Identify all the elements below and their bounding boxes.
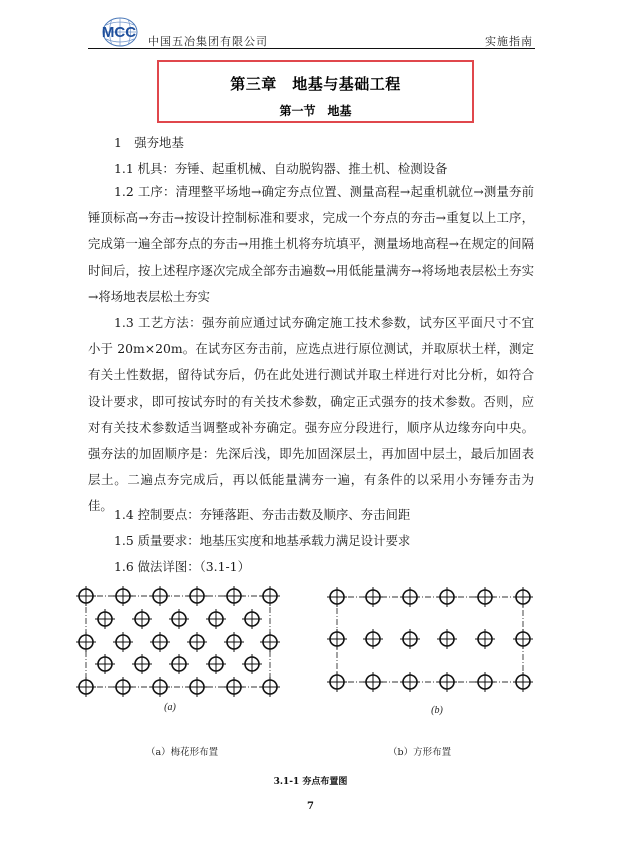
item-1-1-equipment: 1.1 机具：夯锤、起重机械、自动脱钩器、推土机、检测设备 bbox=[114, 161, 448, 176]
caption-a: （a）梅花形布置 bbox=[146, 747, 219, 758]
diagram-a-quincunx-layout bbox=[70, 582, 300, 722]
diagram-b-square-layout bbox=[315, 582, 545, 722]
svg-text:(b): (b) bbox=[431, 705, 443, 716]
svg-text:(a): (a) bbox=[164, 702, 176, 713]
svg-text:MCC: MCC bbox=[101, 24, 137, 41]
caption-b: （b）方形布置 bbox=[388, 747, 452, 758]
company-name: 中国五冶集团有限公司 bbox=[148, 35, 268, 48]
heading-dynamic-compaction: 1 强夯地基 bbox=[114, 135, 184, 150]
item-1-5-quality: 1.5 质量要求：地基压实度和地基承载力满足设计要求 bbox=[114, 533, 411, 548]
chapter-title-box bbox=[157, 60, 474, 123]
figure-title: 3.1-1 夯点布置图 bbox=[273, 777, 348, 787]
section-title: 第一节 地基 bbox=[279, 104, 352, 118]
item-1-6-detail: 1.6 做法详图：（3.1-1） bbox=[114, 559, 250, 574]
item-1-2-procedure: 1.2 工序：清理整平场地→确定夯点位置、测量高程→起重机就位→测量夯前锤顶标高→夯击→按设计控制标准和要求，完成一个夯点的夯击→重复以上工序，完成第一遍全部夯点的夯击→用推土机将夯坑填平，测量场地高程→在规定的间隔时间后，按上述程序逐次完成全部夯击遍数→用低能量满夯→将场地表层松土夯实→将场地表层松土夯实 bbox=[88, 184, 534, 304]
item-1-4-control-points: 1.4 控制要点：夯锤落距、夯击击数及顺序、夯击间距 bbox=[114, 507, 411, 522]
header-divider bbox=[88, 48, 535, 49]
item-1-3-method: 1.3 工艺方法：强夯前应通过试夯确定施工技术参数，试夯区平面尺寸不宜小于 20m×20m。在试夯区夯击前，应选点进行原位测试，并取原状土样，测定有关土性数据，留待试夯后，仍在此处进行测试并取土样进行对比分析，如符合设计要求，即可按试夯时的有关技术参数，确定正式强夯的技术参数。否则，应对有关技术参数适当调整或补夯确定。强夯应分段进行，顺序从边缘夯向中央。强夯法的加固顺序是：先深后浅，即先加固深层土，再加固中层土，最后加固表层土。二遍点夯完成后，再以低能量满夯一遍，有条件的以采用小夯锤夯击为佳。 bbox=[88, 315, 534, 514]
page-number: 7 bbox=[307, 801, 314, 812]
mcc-logo bbox=[96, 17, 142, 47]
document-type: 实施指南 bbox=[485, 35, 533, 48]
chapter-title: 第三章 地基与基础工程 bbox=[230, 75, 401, 93]
